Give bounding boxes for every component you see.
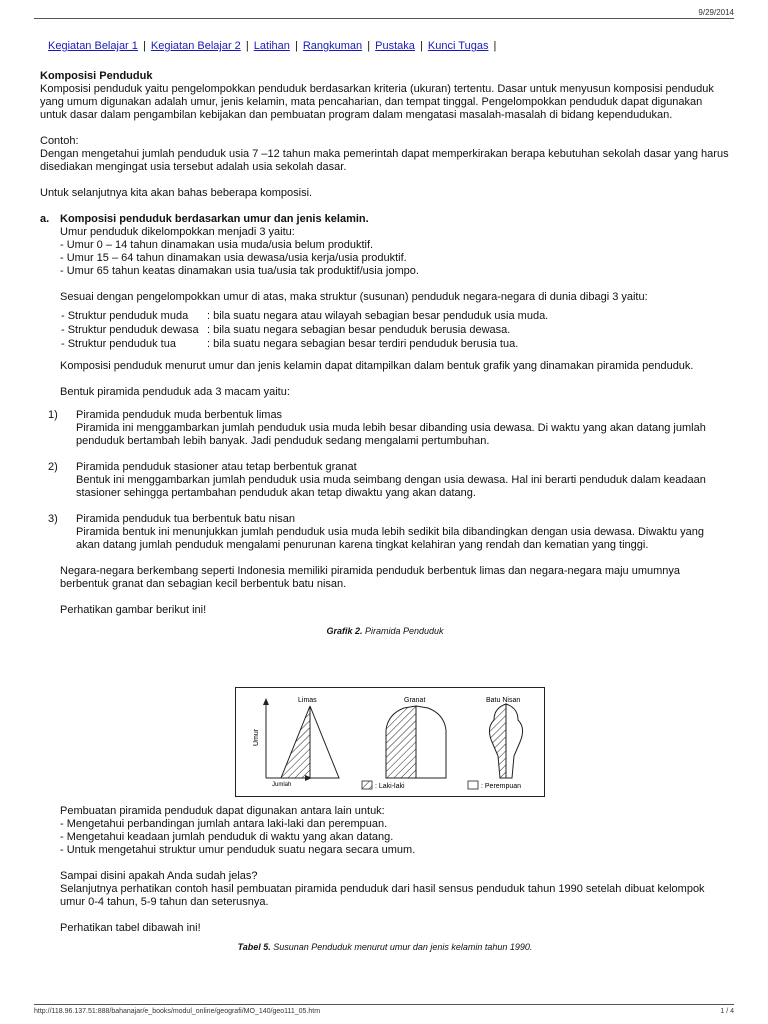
subsection-label: a. [40,213,50,225]
subsection-title: Komposisi penduduk berdasarkan umur dan jenis kelamin. [60,213,369,225]
limas-male [281,706,310,778]
negara-paragraph: Negara-negara berkembang seperti Indonesia memiliki piramida penduduk berbentuk limas dan negara-negara maju umumnya berbentuk granat dan sebagian kecil berbentuk batu nisan. [60,565,681,590]
structure-row [61,310,730,324]
nav-link-kegiatan-2[interactable]: Kegiatan Belajar 2 [150,40,241,52]
contoh-label: Contoh: [40,135,79,147]
table-instruction: Perhatikan tabel dibawah ini! [60,922,201,934]
structure-desc: : bila suatu negara atau wilayah sebagian besar penduduk usia muda. [207,310,549,322]
pyramid-diagram [236,688,544,796]
nav-separator: | [419,40,423,52]
structure-name: - Struktur penduduk tua [61,338,176,350]
subsection-a-heading [40,213,730,226]
question-text: Sampai disini apakah Anda sudah jelas? [60,870,258,882]
nav-separator: | [245,40,249,52]
figure-caption: Grafik 2. Piramida Penduduk [326,626,444,636]
batu-nisan-label: Batu Nisan [486,697,521,704]
nav-separator: | [294,40,298,52]
granat-male [386,706,416,778]
item-desc: Piramida bentuk ini menunjukkan jumlah penduduk usia muda lebih sedikit bila dibandingkan dengan usia dewasa. Diwaktu yang akan datang jumlah penduduk mengalami penurunan karena tingkat kelahiran yang rendah dan kematian yang tinggi. [76,526,705,551]
structure-table [40,310,730,352]
nav-link-pustaka[interactable]: Pustaka [375,40,415,52]
next-instruction: Selanjutnya perhatikan contoh hasil pembuatan piramida penduduk dari hasil sensus penduduk tahun 1990 setelah dibuat kelompok umur 0-4 tahun, 5-9 tahun dan seterusnya. [60,883,705,908]
table-caption: Tabel 5. Susunan Penduduk menurut umur dan jenis kelamin tahun 1990. [237,942,533,952]
legend-female-swatch [468,781,478,789]
nav-separator: | [493,40,497,52]
granat-label: Granat [404,697,426,704]
pyramid-figure [235,687,545,797]
footer-rule [34,1004,734,1005]
item-number: 2) [48,461,58,473]
nav-link-latihan[interactable]: Latihan [253,40,290,52]
item-number: 1) [48,409,58,421]
item-desc: Piramida ini menggambarkan jumlah penduduk usia muda lebih besar dibanding usia dewasa. Di waktu yang akan datang jumlah penduduk bertambah lebih banyak. Jadi penduduk sedang mengalami pertumbuhan. [76,422,706,447]
nav-separator: | [142,40,146,52]
structure-desc: : bila suatu negara sebagian besar penduduk berusia dewasa. [207,324,511,336]
item-title: Piramida penduduk tua berbentuk batu nisan [76,513,295,525]
pyramid-type-item [40,461,730,500]
item-title: Piramida penduduk muda berbentuk limas [76,409,283,421]
limas-female [310,706,339,778]
contoh-text: Dengan mengetahui jumlah penduduk usia 7 –12 tahun maka pemerintah dapat memperkirakan berapa kebutuhan sekolah dasar yang harus disediakan mengingat usia tersebut adalah usia sekolah dasar. [40,148,729,173]
list-item: - Mengetahui perbandingan jumlah antara laki-laki dan perempuan. [60,818,388,830]
legend-male-swatch [362,781,372,789]
pyramid-type-item [40,409,730,448]
main-content [40,70,730,638]
list-item: - Umur 15 – 64 tahun dinamakan usia dewasa/usia kerja/usia produktif. [60,252,407,264]
lower-content [40,805,730,954]
item-desc: Bentuk ini menggambarkan jumlah penduduk usia muda seimbang dengan usia dewasa. Hal ini berarti penduduk dalam keadaan stasioner sehingga pertambahan penduduk akan tetap diwaktu yang akan datang. [76,474,706,499]
nav-link-kunci-tugas[interactable]: Kunci Tugas [427,40,489,52]
legend-female-label: : Perempuan [481,783,522,790]
list-item: - Umur 0 – 14 tahun dinamakan usia muda/usia belum produktif. [60,239,374,251]
page-number: 1 / 4 [720,1008,734,1015]
list-item: - Umur 65 tahun keatas dinamakan usia tua/usia tak produktif/usia jompo. [60,265,419,277]
section-title: Komposisi Penduduk [40,70,153,82]
intro-paragraph: Komposisi penduduk yaitu pengelompokkan penduduk berdasarkan kriteria (ukuran) tertentu. Dasar untuk menyusun komposisi penduduk yang umum digunakan adalah umur, jenis kelamin, mata pencaharian, dan tempat tinggal. Pengelompokkan penduduk dapat digunakan untuk dasar dalam pengambilan kebijakan dan pembuatan program dalam mengatasi masalah-masalah di bidang kependudukan. [40,83,714,121]
item-number: 3) [48,513,58,525]
next-paragraph: Untuk selanjutnya kita akan bahas beberapa komposisi. [40,187,313,199]
nav-bar [48,40,498,52]
nav-link-kegiatan-1[interactable]: Kegiatan Belajar 1 [48,40,138,52]
granat-female [416,706,446,778]
y-axis-arrow [263,698,269,705]
uses-intro: Pembuatan piramida penduduk dapat digunakan antara lain untuk: [60,805,385,817]
list-item: - Mengetahui keadaan jumlah penduduk di waktu yang akan datang. [60,831,394,843]
print-date: 9/29/2014 [698,8,734,17]
piramida-intro: Komposisi penduduk menurut umur dan jenis kelamin dapat ditampilkan dalam bentuk grafik yang dinamakan piramida penduduk. [60,360,694,372]
structure-row [61,324,730,338]
bentuk-intro: Bentuk piramida penduduk ada 3 macam yaitu: [60,386,290,398]
structure-desc: : bila suatu negara sebagian besar terdiri penduduk berusia tua. [207,338,519,350]
legend-male-label: : Laki-laki [375,783,405,790]
structure-intro: Sesuai dengan pengelompokkan umur di atas, maka struktur (susunan) penduduk negara-negara di dunia dibagi 3 yaitu: [60,291,648,303]
y-axis-label: Umur [253,728,260,746]
pyramid-type-item [40,513,730,552]
list-item: - Untuk mengetahui struktur umur penduduk suatu negara secara umum. [60,844,416,856]
structure-name: - Struktur penduduk muda [61,310,189,322]
nisan-female [506,704,523,778]
perhatikan-gambar: Perhatikan gambar berikut ini! [60,604,207,616]
limas-label: Limas [298,697,317,704]
footer-url: http://118.96.137.51:888/bahanajar/e_books/modul_online/geografi/MO_140/geo111_05.htm [34,1008,321,1015]
nisan-male [489,704,506,778]
structure-row [61,338,730,352]
age-group-list [40,226,730,304]
list-item: Umur penduduk dikelompokkan menjadi 3 yaitu: [60,226,295,238]
nav-separator: | [367,40,371,52]
structure-name: - Struktur penduduk dewasa [61,324,199,336]
nav-link-rangkuman[interactable]: Rangkuman [302,40,363,52]
x-axis-label: Jumlah [272,782,292,788]
header-rule [34,18,734,19]
item-title: Piramida penduduk stasioner atau tetap berbentuk granat [76,461,357,473]
